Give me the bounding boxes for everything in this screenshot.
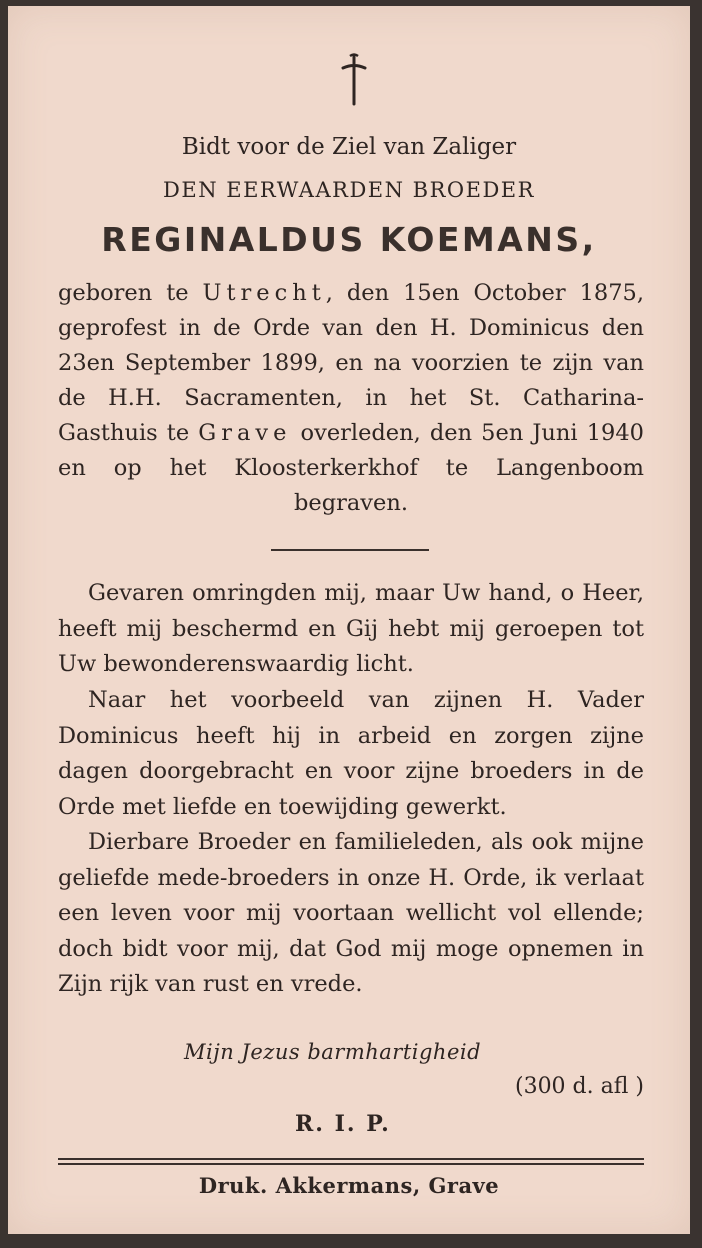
- paragraph-2: Naar het voorbeeld van zijnen H. Vader Dominicus heeft hij in arbeid en zorgen zijne dagen doorgebracht en voor zijne broeders in de Orde met liefde en toewijding gewerkt.: [58, 687, 644, 820]
- bio-part-c: overleden, den 5en Juni 1940 en op het Kloosterkerkhof te Langenboom begraven.: [58, 420, 644, 516]
- birth-city: Utrecht: [202, 280, 326, 306]
- death-city: Grave: [198, 420, 292, 446]
- bio-part-a: geboren te: [58, 280, 203, 306]
- cross-icon: [338, 52, 370, 106]
- indulgence-note: (300 d. afl ): [514, 1074, 644, 1099]
- title-line: DEN EERWAARDEN BROEDER: [163, 178, 535, 202]
- paragraph-1: Gevaren omringden mij, maar Uw hand, o Heer, heeft mij beschermd en Gij hebt mij geroepen tot Uw bewonderenswaardig licht.: [58, 580, 644, 677]
- intro-line: Bidt voor de Ziel van Zaliger: [181, 134, 517, 160]
- divider: [271, 549, 429, 551]
- memorial-card: [8, 6, 690, 1234]
- rip-text: R. I. P.: [295, 1111, 391, 1137]
- bottom-rule-lower: [58, 1163, 644, 1165]
- prayer-line: Mijn Jezus barmhartigheid: [184, 1040, 482, 1064]
- printer-imprint: Druk. Akkermans, Grave: [198, 1173, 500, 1198]
- deceased-name: REGINALDUS KOEMANS,: [101, 220, 597, 259]
- biography: [58, 276, 644, 521]
- bottom-rule-upper: [58, 1158, 644, 1160]
- bio-part-b: , den 15en October 1875, geprofest in de Orde van den H. Dominicus den 23en September 1899, en na voorzien te zijn van de H.H. Sacramenten, in het St. Catharina-Gasthuis te: [58, 280, 644, 446]
- paragraph-3: Dierbare Broeder en familieleden, als ook mijne geliefde mede-broeders in onze H. Orde, ik verlaat een leven voor mij voortaan wellicht vol ellende; doch bidt voor mij, dat God mij moge opnemen in Zijn rijk van rust en vrede.: [58, 829, 644, 997]
